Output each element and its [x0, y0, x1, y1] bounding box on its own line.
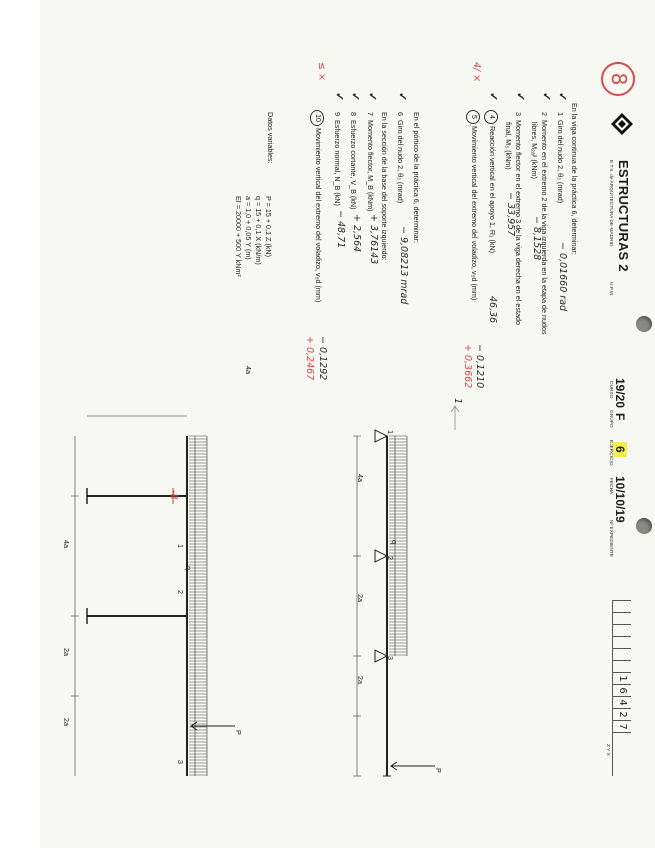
file-digit: 6 — [613, 684, 631, 696]
section-note: En la sección de la base del soporte izquierdo: — [380, 112, 389, 261]
variables-label: Datos variables: — [266, 112, 275, 164]
answer-6: − 9,08213 mrad — [398, 226, 409, 305]
exercise-label: EJERCICIO — [608, 440, 613, 466]
file-number-boxes — [612, 600, 631, 776]
check-mark: ✓ — [514, 92, 526, 102]
file-digit: 7 — [613, 720, 631, 732]
punch-hole-right — [636, 518, 652, 534]
score-mark-5: 4/ × — [471, 62, 482, 83]
portal-frame-diagram — [65, 396, 325, 836]
scan-margin — [0, 0, 40, 848]
variable-P: P = 15 + 0,1 Z (kN) — [264, 196, 273, 257]
course-title: ESTRUCTURAS 2 — [616, 160, 631, 272]
course-year: 19/20 — [613, 378, 627, 409]
question-9: 9 Esfuerzo normal, N_B (kN) — [333, 112, 342, 206]
handwritten-arrow-label: 1 — [452, 398, 463, 405]
check-mark: ✓ — [396, 92, 408, 102]
question-3-line2: final, M₃ (kNm) — [504, 122, 513, 170]
beam-load-q: q — [390, 540, 399, 544]
check-mark: ✓ — [333, 92, 345, 102]
check-mark: ✓ — [540, 92, 552, 102]
question-6: 6 Giro del nudo 2, θ₂ (mrad) — [396, 112, 405, 204]
grade-circle: 8 — [601, 62, 635, 96]
question-7: 7 Momento flector, M_B (kNm) — [366, 112, 375, 212]
answer-5: − 0,1210 — [474, 344, 485, 389]
question-3-line1: 3 Momento flector en el extremo 3 de la viga derecha en el estado — [514, 112, 523, 325]
beam-dim-3: 2a — [356, 676, 365, 684]
continuous-beam-diagram — [325, 396, 525, 836]
frame-load-P: P — [234, 730, 243, 735]
question-2-line2: libres, M₂ₐᵖ (kNm) — [530, 122, 539, 179]
check-mark: ✓ — [556, 92, 568, 102]
university-label: U.P.M. — [608, 282, 613, 297]
answer-1: − 0,01660 rad — [557, 242, 568, 312]
rotated-content — [40, 0, 655, 848]
frame-node-2: 2 — [176, 590, 185, 594]
correction-10: + 0,2467 — [304, 336, 315, 381]
answer-10: − 0,1292 — [317, 336, 328, 381]
school-name: E.T.S. de ARQUITECTURA DE MADRID — [608, 160, 613, 247]
answer-3: − 33,957 — [505, 192, 516, 237]
question-8: 8 Esfuerzo cortante, V_B (kN) — [349, 112, 358, 210]
answer-7: + 3,76143 — [368, 214, 379, 265]
question-10: 10 Movimiento vertical del extremo del voladizo, v₅d (mm) — [310, 110, 324, 302]
file-suffix-labels: Z Y X — [605, 744, 610, 756]
frame-height-dim: 4a — [244, 366, 253, 374]
beam-node-2: 2 — [386, 556, 395, 560]
variable-q: q = 15 + 0,1 X (kN/m) — [254, 196, 263, 265]
question-5: 5 Movimiento vertical del extremo del voladizo, v₅d (mm) — [466, 110, 480, 300]
frame-node-3: 3 — [176, 760, 185, 764]
file-number-label: Nº EXPEDIENTE — [608, 520, 613, 557]
file-digit — [613, 732, 631, 744]
question-2-line1: 2 Momento en el extremo 2 de la viga izquierda en la etapa de nudos — [540, 112, 549, 335]
answer-9: − 48,71 — [335, 210, 346, 249]
course-label: CURSO — [608, 381, 613, 399]
question-1: 1 Giro del nudo 2, θ₂ (mrad) — [556, 112, 565, 204]
group-label: GRUPO — [608, 410, 613, 428]
file-digit: 2 — [613, 708, 631, 720]
file-digit: 1 — [613, 672, 631, 684]
correction-5: + 0,3662 — [462, 344, 473, 389]
answer-4: 46,36 — [487, 296, 498, 324]
check-mark: ✓ — [349, 92, 361, 102]
frame-intro: En el pórtico de la práctica 6, determinar: — [412, 112, 421, 244]
beam-dim-2: 2a — [356, 594, 365, 602]
date-label: FECHA — [608, 478, 613, 495]
frame-red-mark: -8 — [168, 490, 179, 500]
question-4: 4 Reacción vertical en el apoyo 1, R₁ (kN) — [484, 110, 498, 253]
beam-dim-1: 4a — [356, 474, 365, 482]
beam-intro: En la viga continua de la práctica 6, determinar: — [570, 103, 579, 255]
beam-node-3: 3 — [386, 656, 395, 660]
answer-2: − 8,1528 — [531, 216, 542, 261]
file-digit: 4 — [613, 696, 631, 708]
punch-hole-left — [636, 316, 652, 332]
frame-node-1: 1 — [176, 544, 185, 548]
exam-page — [40, 0, 655, 848]
beam-node-1: 1 — [386, 430, 395, 434]
exercise-value: 6 — [613, 442, 627, 457]
variable-a: a = 1,0 + 0,05 Y (m) — [244, 196, 253, 260]
date-value: 10/10/19 — [613, 476, 627, 523]
score-mark-10: ≤ × — [316, 62, 327, 81]
frame-load-q: q — [184, 566, 193, 570]
answer-8: + 2,564 — [351, 214, 362, 253]
variable-EI: EI = 20000 + 500 Y kNm² — [234, 196, 243, 277]
check-mark: ✓ — [366, 92, 378, 102]
frame-dim-1: 4a — [62, 540, 71, 548]
check-mark: ✓ — [487, 92, 499, 102]
group-value: F — [613, 413, 627, 421]
beam-load-P: P — [434, 768, 443, 773]
frame-dim-3: 2a — [62, 718, 71, 726]
frame-dim-2: 2a — [62, 648, 71, 656]
school-logo — [605, 112, 634, 136]
